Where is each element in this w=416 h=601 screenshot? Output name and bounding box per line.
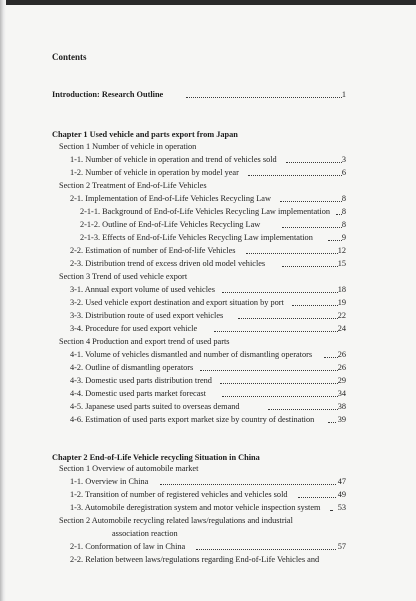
chapter-1-section-2[interactable] bbox=[0, 179, 416, 193]
section-label: Section 2 Treatment of End-of-Life Vehicles bbox=[59, 181, 207, 190]
entry-label: 1-1. Number of vehicle in operation and trend of vehicles sold bbox=[70, 155, 277, 164]
section-label: Section 2 Automobile recycling related laws/regulations and industrial bbox=[59, 516, 293, 525]
toc-entry[interactable] bbox=[0, 501, 416, 515]
dot-leader bbox=[282, 227, 342, 228]
entry-page: 47 bbox=[337, 477, 346, 486]
toc-entry[interactable] bbox=[0, 166, 416, 180]
entry-label: 2-2. Relation between laws/regulations regarding End-of-Life Vehicles and bbox=[70, 555, 320, 564]
dot-leader bbox=[220, 383, 338, 384]
toc-entry[interactable] bbox=[0, 374, 416, 388]
entry-label: 1-1. Overview in China bbox=[70, 477, 149, 486]
section-label: Section 1 Number of vehicle in operation bbox=[59, 142, 197, 151]
entry-page: 6 bbox=[341, 168, 346, 177]
dot-leader bbox=[248, 175, 342, 176]
entry-page: 3 bbox=[341, 155, 346, 164]
section-label: Section 4 Production and export trend of used parts bbox=[59, 337, 230, 346]
entry-label: 4-6. Estimation of used parts export market size by country of destination bbox=[70, 415, 315, 424]
toc-entry[interactable] bbox=[0, 192, 416, 206]
entry-page: 26 bbox=[337, 363, 346, 372]
dot-leader bbox=[222, 292, 338, 293]
toc-entry[interactable] bbox=[0, 309, 416, 323]
entry-page: 24 bbox=[337, 324, 346, 333]
chapter-1-section-4[interactable] bbox=[0, 335, 416, 349]
entry-label: 2-2. Estimation of number of End-of-life Vehicles bbox=[70, 246, 236, 255]
entry-page: 1 bbox=[341, 90, 346, 99]
dot-leader bbox=[238, 318, 338, 319]
chapter-2-section-1[interactable] bbox=[0, 462, 416, 476]
dot-leader bbox=[286, 162, 342, 163]
entry-page: 57 bbox=[337, 542, 346, 551]
entry-page: 8 bbox=[341, 220, 346, 229]
dot-leader bbox=[246, 253, 338, 254]
chapter-1-section-3[interactable] bbox=[0, 270, 416, 284]
entry-label: 4-4. Domestic used parts market forecast bbox=[70, 389, 206, 398]
entry-page: 29 bbox=[337, 376, 346, 385]
section-label: Section 3 Trend of used vehicle export bbox=[59, 272, 188, 281]
entry-label: 2-1-1. Background of End-of-Life Vehicles Recycling Law implementation bbox=[80, 207, 331, 216]
entry-page: 8 bbox=[341, 194, 346, 203]
chapter-2-section-2[interactable] bbox=[0, 514, 416, 528]
entry-label: 3-4. Procedure for used export vehicle bbox=[70, 324, 198, 333]
entry-page: 26 bbox=[337, 350, 346, 359]
entry-label: 2-1. Conformation of law in China bbox=[70, 542, 186, 551]
chapter-1-section-1[interactable] bbox=[0, 140, 416, 154]
section-label-continuation: association reaction bbox=[112, 529, 178, 538]
dot-leader bbox=[292, 305, 338, 306]
entry-label: 1-3. Automobile deregistration system and motor vehicle inspection system bbox=[70, 503, 321, 512]
entry-label: 4-3. Domestic used parts distribution trend bbox=[70, 376, 212, 385]
toc-entry[interactable] bbox=[0, 540, 416, 554]
entry-page: 18 bbox=[337, 285, 346, 294]
dot-leader bbox=[222, 396, 338, 397]
toc-entry[interactable] bbox=[0, 553, 416, 567]
entry-label: 3-1. Annual export volume of used vehicles bbox=[70, 285, 215, 294]
entry-label: 2-1. Implementation of End-of-Life Vehicles Recycling Law bbox=[70, 194, 271, 203]
entry-page: 22 bbox=[337, 311, 346, 320]
entry-label: 1-2. Number of vehicle in operation by model year bbox=[70, 168, 239, 177]
dot-leader bbox=[330, 510, 332, 511]
toc-entry[interactable] bbox=[0, 218, 416, 232]
toc-entry[interactable] bbox=[0, 296, 416, 310]
chapter-2-section-2-continuation bbox=[0, 527, 416, 541]
contents-heading: Contents bbox=[52, 52, 87, 62]
entry-page: 12 bbox=[337, 246, 346, 255]
toc-entry[interactable] bbox=[0, 413, 416, 427]
toc-entry[interactable] bbox=[0, 361, 416, 375]
entry-label: 2-1-3. Effects of End-of-Life Vehicles Recycling Law implementation bbox=[80, 233, 313, 242]
entry-label: 4-2. Outline of dismantling operators bbox=[70, 363, 194, 372]
toc-entry[interactable] bbox=[0, 475, 416, 489]
toc-entry[interactable] bbox=[0, 348, 416, 362]
dot-leader bbox=[280, 201, 342, 202]
entry-page: 34 bbox=[337, 389, 346, 398]
toc-entry[interactable] bbox=[0, 400, 416, 414]
entry-page: 39 bbox=[337, 415, 346, 424]
entry-label: 4-1. Volume of vehicles dismantled and number of dismantling operators bbox=[70, 350, 313, 359]
entry-label: 3-3. Distribution route of used export vehicles bbox=[70, 311, 224, 320]
dot-leader bbox=[160, 484, 336, 485]
entry-page: 8 bbox=[341, 207, 346, 216]
chapter-label: Chapter 2 End-of-Life Vehicle recycling Situation in China bbox=[52, 453, 260, 462]
dot-leader bbox=[298, 497, 336, 498]
section-label: Section 1 Overview of automobile market bbox=[59, 464, 199, 473]
entry-page: 15 bbox=[337, 259, 346, 268]
entry-label: 1-2. Transition of number of registered vehicles and vehicles sold bbox=[70, 490, 288, 499]
toc-entry[interactable] bbox=[0, 488, 416, 502]
dot-leader bbox=[282, 266, 338, 267]
entry-label: 3-2. Used vehicle export destination and export situation by port bbox=[70, 298, 284, 307]
entry-page: 49 bbox=[337, 490, 346, 499]
toc-entry-introduction[interactable] bbox=[0, 88, 416, 102]
toc-entry[interactable] bbox=[0, 283, 416, 297]
toc-entry[interactable] bbox=[0, 205, 416, 219]
dot-leader bbox=[200, 370, 338, 371]
chapter-label: Chapter 1 Used vehicle and parts export from Japan bbox=[52, 130, 238, 139]
dot-leader bbox=[324, 357, 338, 358]
dot-leader bbox=[186, 97, 342, 98]
entry-label: 2-1-2. Outline of End-of-Life Vehicles Recycling Law bbox=[80, 220, 261, 229]
entry-label: Introduction: Research Outline bbox=[52, 90, 164, 99]
dot-leader bbox=[214, 331, 338, 332]
dot-leader bbox=[268, 409, 338, 410]
scan-top-edge bbox=[0, 0, 416, 5]
dot-leader bbox=[328, 240, 342, 241]
entry-page: 38 bbox=[337, 402, 346, 411]
toc-entry[interactable] bbox=[0, 387, 416, 401]
dot-leader bbox=[328, 422, 336, 423]
toc-entry[interactable] bbox=[0, 244, 416, 258]
entry-page: 19 bbox=[337, 298, 346, 307]
toc-entry[interactable] bbox=[0, 322, 416, 336]
toc-entry[interactable] bbox=[0, 257, 416, 271]
entry-label: 4-5. Japanese used parts suited to overseas demand bbox=[70, 402, 240, 411]
toc-entry[interactable] bbox=[0, 231, 416, 245]
entry-page: 53 bbox=[337, 503, 346, 512]
dot-leader bbox=[196, 549, 336, 550]
entry-label: 2-3. Distribution trend of excess driven old model vehicles bbox=[70, 259, 266, 268]
toc-entry[interactable] bbox=[0, 153, 416, 167]
entry-page: 9 bbox=[341, 233, 346, 242]
